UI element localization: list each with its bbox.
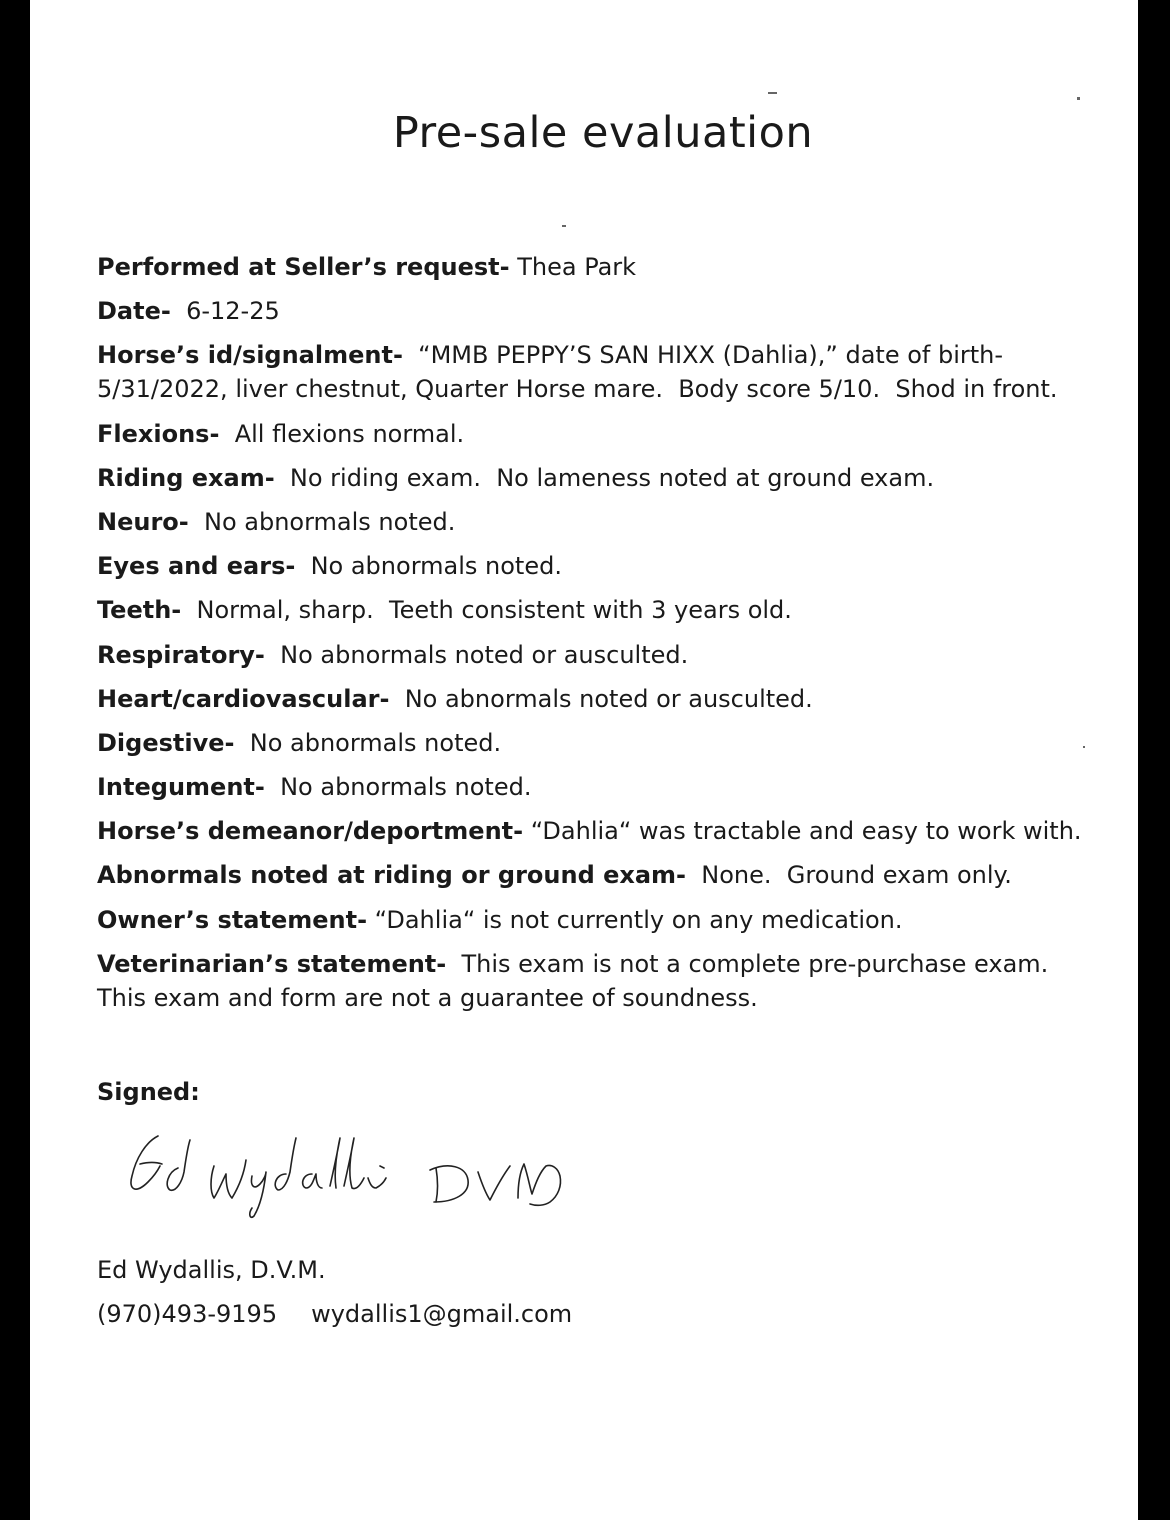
field-date — [97, 294, 1107, 328]
scan-speck — [1077, 97, 1080, 100]
field-teeth — [97, 593, 1107, 627]
field-label: Respiratory- — [97, 640, 265, 669]
field-value: No abnormals noted or ausculted. — [264, 640, 689, 669]
field-signalment — [97, 338, 1107, 406]
signed-label: Signed: — [97, 1078, 200, 1106]
field-value: No abnormals noted. — [295, 552, 562, 581]
field-value: This exam is not a complete pre-purchase exam. This exam and form are not a guarantee of soundness. — [97, 949, 1064, 1012]
field-value: No abnormals noted. — [188, 507, 456, 536]
field-value: “Dahlia“ was tractable and easy to work with. — [523, 817, 1082, 846]
field-label: Horse’s id/signalment- — [97, 341, 403, 370]
field-label: Abnormals noted at riding or ground exam- — [97, 861, 687, 890]
field-label: Teeth- — [97, 596, 182, 625]
field-vet-statement — [97, 947, 1107, 1015]
field-flexions — [97, 417, 1107, 451]
field-value: No riding exam. No lameness noted at ground exam. — [274, 463, 935, 492]
field-value: “Dahlia“ is not currently on any medication. — [367, 905, 903, 934]
field-label: Riding exam- — [97, 463, 275, 492]
field-label: Integument- — [97, 773, 265, 802]
signer-contact — [97, 1300, 572, 1328]
field-value: All flexions normal. — [219, 419, 465, 448]
scan-speck — [1083, 746, 1085, 748]
document-page — [30, 0, 1138, 1520]
field-riding-exam — [97, 461, 1107, 495]
field-eyes-ears — [97, 549, 1107, 583]
field-demeanor — [97, 814, 1107, 848]
field-owner-statement — [97, 903, 1107, 937]
signer-email: wydallis1@gmail.com — [311, 1300, 573, 1328]
field-value: 6-12-25 — [170, 297, 280, 326]
field-respiratory — [97, 638, 1107, 672]
field-label: Owner’s statement- — [97, 905, 368, 934]
field-label: Flexions- — [97, 419, 220, 448]
evaluation-fields — [97, 250, 1107, 1025]
field-label: Date- — [97, 297, 171, 326]
signer-phone: (970)493-9195 — [97, 1300, 278, 1328]
handwritten-signature — [118, 1128, 658, 1228]
field-label: Eyes and ears- — [97, 552, 296, 581]
field-value: Normal, sharp. Teeth consistent with 3 years old. — [181, 596, 792, 625]
field-cardiovascular — [97, 682, 1107, 716]
signer-name: Ed Wydallis, D.V.M. — [97, 1256, 326, 1284]
field-neuro — [97, 505, 1107, 539]
field-label: Veterinarian’s statement- — [97, 949, 447, 978]
field-label: Digestive- — [97, 728, 235, 757]
field-label: Horse’s demeanor/deportment- — [97, 817, 524, 846]
field-digestive — [97, 726, 1107, 760]
scan-speck — [768, 92, 777, 94]
field-value: No abnormals noted or ausculted. — [389, 684, 813, 713]
field-label: Neuro- — [97, 507, 189, 536]
field-label: Performed at Seller’s request- — [97, 253, 510, 281]
field-value: None. Ground exam only. — [686, 861, 1012, 890]
field-value: No abnormals noted. — [264, 773, 532, 802]
scan-speck — [562, 225, 566, 227]
field-value: Thea Park — [509, 253, 637, 281]
document-title: Pre-sale evaluation — [392, 108, 814, 158]
field-value: No abnormals noted. — [234, 728, 502, 757]
field-label: Heart/cardiovascular- — [97, 684, 390, 713]
field-integument — [97, 770, 1107, 804]
field-value: “MMB PEPPY’S SAN HIXX (Dahlia),” date of birth- 5/31/2022, liver chestnut, Quarter Horse mare. Body score 5/10. Shod in front. — [97, 341, 1058, 404]
field-abnormals — [97, 858, 1107, 892]
field-seller-request — [97, 250, 1107, 284]
